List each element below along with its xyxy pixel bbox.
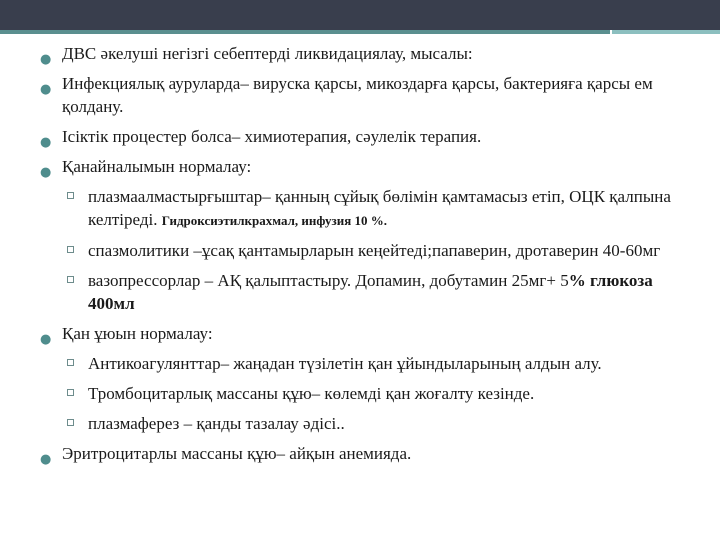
bullet-text: Инфекциялық ауруларда– вируска қарсы, микоздарға қарсы, бактерияға қарсы ем қолдану. xyxy=(62,74,653,116)
bullet-icon: ● xyxy=(40,165,52,180)
square-bullet-icon xyxy=(67,276,74,283)
sub-item-plasma-substitutes xyxy=(40,185,700,232)
sub-item-anticoagulants xyxy=(40,352,700,375)
accent-stripe-light xyxy=(612,30,720,34)
sub-item-text: плазмаалмастырғыштар– қанның сұйық бөлімін қамтамасыз етіп, ОЦК қалпына келтіреді. xyxy=(88,187,671,229)
bullet-text: ДВС әкелуші негізгі себептерді ликвидациялау, мысалы: xyxy=(62,44,473,63)
bullet-item-dvs-causes xyxy=(40,42,700,65)
bullet-icon: ● xyxy=(40,52,52,67)
bullet-icon: ● xyxy=(40,452,52,467)
bullet-item-circulation xyxy=(40,155,700,178)
bullet-item-coagulation xyxy=(40,322,700,345)
square-bullet-icon xyxy=(67,419,74,426)
bullet-item-infections xyxy=(40,72,700,118)
square-bullet-icon xyxy=(67,192,74,199)
bullet-text: Ісіктік процестер болса– химиотерапия, сәулелік терапия. xyxy=(62,127,482,146)
bullet-list xyxy=(40,42,700,472)
bullet-text: Қанайналымын нормалау: xyxy=(62,157,252,176)
sub-item-vasopressors xyxy=(40,269,700,315)
title-bar-decoration xyxy=(0,0,720,30)
sub-item-plasmapheresis xyxy=(40,412,700,435)
square-bullet-icon xyxy=(67,389,74,396)
square-bullet-icon xyxy=(67,246,74,253)
bullet-item-tumors xyxy=(40,125,700,148)
bullet-item-erythrocytes xyxy=(40,442,700,465)
accent-stripe-dark xyxy=(0,30,610,34)
bullet-text: Эритроцитарлы массаны құю– айқын анемияда. xyxy=(62,444,412,463)
sub-item-platelets xyxy=(40,382,700,405)
bullet-icon: ● xyxy=(40,82,52,97)
square-bullet-icon xyxy=(67,359,74,366)
bullet-text: Қан ұюын нормалау: xyxy=(62,324,213,343)
sub-item-bold-text: % глюкоза 400мл xyxy=(88,271,653,313)
bullet-icon: ● xyxy=(40,332,52,347)
sub-item-text: спазмолитики –ұсақ қантамырларын кеңейтеді;папаверин, дротаверин 40-60мг xyxy=(88,241,661,260)
sub-item-spasmolytics xyxy=(40,239,700,262)
sub-item-text: вазопрессорлар – АҚ қалыптастыру. Допамин, добутамин 25мг+ 5 xyxy=(88,271,569,290)
sub-item-text: Тромбоцитарлық массаны құю– көлемді қан жоғалту кезінде. xyxy=(88,384,535,403)
sub-item-bold-text: Гидроксиэтилкрахмал, инфузия 10 %. xyxy=(161,213,388,228)
sub-item-text: Антикоагулянттар– жаңадан түзілетін қан ұйындыларының алдын алу. xyxy=(88,354,602,373)
sub-item-text: плазмаферез – қанды тазалау әдісі.. xyxy=(88,414,345,433)
bullet-icon: ● xyxy=(40,135,52,150)
